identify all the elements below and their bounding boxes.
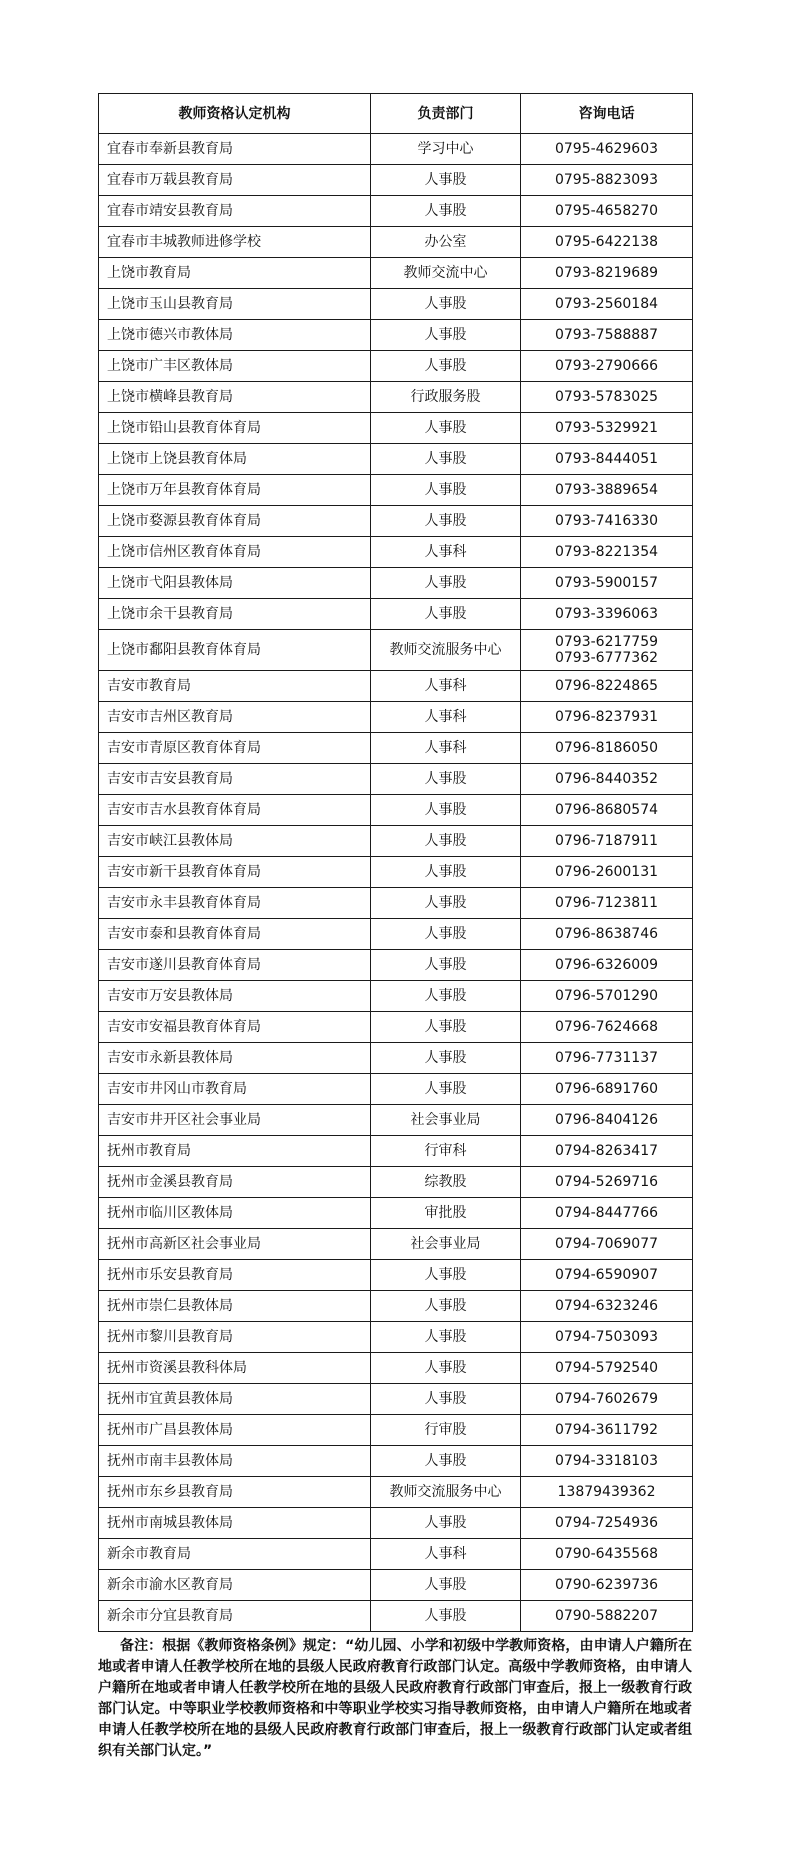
cell-org: 抚州市东乡县教育局: [99, 1477, 371, 1508]
cell-dept: 行审科: [371, 1136, 521, 1167]
cell-org: 抚州市南丰县教体局: [99, 1446, 371, 1477]
cell-org: 吉安市吉安县教育局: [99, 764, 371, 795]
table-row: [99, 289, 693, 320]
table-row: [99, 671, 693, 702]
phone-number: 0796-8237931: [554, 709, 659, 725]
cell-org: 宜春市靖安县教育局: [99, 196, 371, 227]
phone-number: 0796-7123811: [554, 895, 659, 911]
cell-org: 吉安市吉州区教育局: [99, 702, 371, 733]
cell-dept: 人事科: [371, 702, 521, 733]
phone-number: 0794-3318103: [554, 1453, 659, 1469]
cell-dept: 人事科: [371, 733, 521, 764]
cell-dept: 人事股: [371, 1601, 521, 1632]
cell-dept: 人事股: [371, 1291, 521, 1322]
table-body: [99, 134, 693, 1632]
table-row: [99, 1291, 693, 1322]
cell-dept: 人事股: [371, 919, 521, 950]
phone-number: 0796-8440352: [554, 771, 659, 787]
cell-org: 上饶市信州区教育体育局: [99, 537, 371, 568]
cell-dept: 人事股: [371, 568, 521, 599]
header-dept: 负责部门: [371, 94, 521, 134]
cell-org: 抚州市高新区社会事业局: [99, 1229, 371, 1260]
table-row: [99, 382, 693, 413]
cell-phone: [521, 1508, 693, 1539]
cell-dept: 人事股: [371, 444, 521, 475]
phone-number: 0796-7731137: [554, 1050, 659, 1066]
cell-org: 上饶市万年县教育体育局: [99, 475, 371, 506]
cell-phone: [521, 981, 693, 1012]
table-row: [99, 1012, 693, 1043]
phone-number: 0795-8823093: [554, 172, 659, 188]
table-row: [99, 630, 693, 671]
phone-number: 0793-3396063: [554, 606, 659, 622]
table-row: [99, 413, 693, 444]
table-row: [99, 919, 693, 950]
phone-number: 0796-5701290: [554, 988, 659, 1004]
cell-dept: 人事股: [371, 1012, 521, 1043]
cell-phone: [521, 671, 693, 702]
cell-phone: [521, 1384, 693, 1415]
table-row: [99, 1539, 693, 1570]
table-row: [99, 599, 693, 630]
phone-number: 0793-2560184: [554, 296, 659, 312]
table-row: [99, 733, 693, 764]
cell-phone: [521, 1601, 693, 1632]
cell-org: 上饶市余干县教育局: [99, 599, 371, 630]
document: [98, 93, 692, 1762]
phone-number: 0794-6323246: [554, 1298, 659, 1314]
cell-dept: 人事股: [371, 506, 521, 537]
cell-dept: 审批股: [371, 1198, 521, 1229]
cell-org: 上饶市鄱阳县教育体育局: [99, 630, 371, 671]
cell-phone: [521, 795, 693, 826]
phone-number: 0794-5792540: [554, 1360, 659, 1376]
cell-dept: 人事股: [371, 1074, 521, 1105]
cell-dept: 人事股: [371, 1570, 521, 1601]
cell-phone: [521, 826, 693, 857]
cell-dept: 教师交流中心: [371, 258, 521, 289]
cell-org: 上饶市教育局: [99, 258, 371, 289]
cell-phone: [521, 320, 693, 351]
phone-number: 0795-4629603: [554, 141, 659, 157]
phone-number: 0795-6422138: [554, 234, 659, 250]
cell-phone: [521, 196, 693, 227]
cell-phone: [521, 1105, 693, 1136]
cell-dept: 人事股: [371, 1043, 521, 1074]
cell-org: 吉安市教育局: [99, 671, 371, 702]
cell-phone: [521, 568, 693, 599]
cell-org: 上饶市弋阳县教体局: [99, 568, 371, 599]
table-row: [99, 1074, 693, 1105]
table-row: [99, 475, 693, 506]
phone-number: 0793-8221354: [554, 544, 659, 560]
phone-number: 0795-4658270: [554, 203, 659, 219]
table-row: [99, 1043, 693, 1074]
cell-org: 宜春市丰城教师进修学校: [99, 227, 371, 258]
table-header-row: [99, 94, 693, 134]
table-row: [99, 1198, 693, 1229]
cell-org: 抚州市教育局: [99, 1136, 371, 1167]
phone-number: 0794-3611792: [554, 1422, 659, 1438]
table-row: [99, 227, 693, 258]
cell-phone: [521, 764, 693, 795]
cell-org: 抚州市黎川县教育局: [99, 1322, 371, 1353]
cell-dept: 人事股: [371, 196, 521, 227]
cell-dept: 行政服务股: [371, 382, 521, 413]
cell-org: 吉安市安福县教育体育局: [99, 1012, 371, 1043]
cell-dept: 社会事业局: [371, 1105, 521, 1136]
cell-phone: [521, 134, 693, 165]
cell-org: 新余市教育局: [99, 1539, 371, 1570]
table-row: [99, 1260, 693, 1291]
cell-phone: [521, 165, 693, 196]
cell-dept: 人事股: [371, 1353, 521, 1384]
cell-dept: 教师交流服务中心: [371, 1477, 521, 1508]
phone-number: 0793-5900157: [554, 575, 659, 591]
cell-phone: [521, 1198, 693, 1229]
table-row: [99, 950, 693, 981]
phone-number: 0793-8444051: [554, 451, 659, 467]
phone-number: 0793-5329921: [554, 420, 659, 436]
cell-dept: 人事股: [371, 764, 521, 795]
cell-phone: [521, 1229, 693, 1260]
table-row: [99, 1136, 693, 1167]
cell-org: 抚州市临川区教体局: [99, 1198, 371, 1229]
cell-phone: [521, 1539, 693, 1570]
cell-org: 上饶市玉山县教育局: [99, 289, 371, 320]
cell-phone: [521, 888, 693, 919]
phone-number: 0796-6326009: [554, 957, 659, 973]
cell-phone: [521, 1012, 693, 1043]
cell-dept: 人事股: [371, 1322, 521, 1353]
header-phone: 咨询电话: [521, 94, 693, 134]
cell-org: 上饶市婺源县教育体育局: [99, 506, 371, 537]
cell-phone: [521, 702, 693, 733]
table-row: [99, 1167, 693, 1198]
table-row: [99, 196, 693, 227]
table-row: [99, 506, 693, 537]
table-row: [99, 1229, 693, 1260]
cell-org: 抚州市宜黄县教体局: [99, 1384, 371, 1415]
table-row: [99, 444, 693, 475]
cell-org: 吉安市永丰县教育体育局: [99, 888, 371, 919]
cell-org: 吉安市井开区社会事业局: [99, 1105, 371, 1136]
footnote: 备注：根据《教师资格条例》规定：“幼儿园、小学和初级中学教师资格，由申请人户籍所在地或者申请人任教学校所在地的县级人民政府教育行政部门认定。高级中学教师资格，由申请人户籍所在地或者申请人任教学校所在地的县级人民政府教育行政部门审查后，报上一级教育行政部门认定。中等职业学校教师资格和中等职业学校实习指导教师资格，由申请人户籍所在地或者申请人任教学校所在地的县级人民政府教育行政部门审查后，报上一级教育行政部门认定或者组织有关部门认定。”: [98, 1638, 692, 1759]
cell-dept: 人事股: [371, 981, 521, 1012]
phone-number: 0793-7588887: [554, 327, 659, 343]
cell-phone: [521, 413, 693, 444]
phone-number: 0790-6435568: [554, 1546, 659, 1562]
table-row: [99, 1384, 693, 1415]
cell-dept: 人事股: [371, 857, 521, 888]
cell-org: 新余市分宜县教育局: [99, 1601, 371, 1632]
cell-dept: 学习中心: [371, 134, 521, 165]
phone-number: 13879439362: [557, 1484, 656, 1500]
phone-number: 0793-5783025: [554, 389, 659, 405]
phone-number: 0796-8638746: [554, 926, 659, 942]
cell-phone: [521, 258, 693, 289]
cell-dept: 人事股: [371, 826, 521, 857]
phone-number: 0793-3889654: [554, 482, 659, 498]
cell-phone: [521, 630, 693, 671]
phone-number: 0794-7254936: [554, 1515, 659, 1531]
cell-phone: [521, 1260, 693, 1291]
cell-phone: [521, 950, 693, 981]
cell-phone: [521, 919, 693, 950]
contact-table: [98, 93, 693, 1632]
cell-phone: [521, 1415, 693, 1446]
phone-number: 0790-6239736: [554, 1577, 659, 1593]
table-row: [99, 795, 693, 826]
cell-phone: [521, 351, 693, 382]
table-row: [99, 258, 693, 289]
cell-dept: 人事股: [371, 888, 521, 919]
phone-number: 0793-6777362: [554, 650, 659, 666]
cell-org: 新余市渝水区教育局: [99, 1570, 371, 1601]
cell-org: 宜春市奉新县教育局: [99, 134, 371, 165]
cell-org: 抚州市南城县教体局: [99, 1508, 371, 1539]
cell-phone: [521, 382, 693, 413]
phone-number: 0793-8219689: [554, 265, 659, 281]
cell-phone: [521, 599, 693, 630]
table-row: [99, 1477, 693, 1508]
cell-org: 吉安市万安县教体局: [99, 981, 371, 1012]
cell-org: 上饶市德兴市教体局: [99, 320, 371, 351]
cell-phone: [521, 1477, 693, 1508]
cell-dept: 人事股: [371, 289, 521, 320]
cell-dept: 人事股: [371, 351, 521, 382]
cell-org: 上饶市铅山县教育体育局: [99, 413, 371, 444]
table-row: [99, 1322, 693, 1353]
phone-number: 0796-8224865: [554, 678, 659, 694]
phone-number: 0796-8404126: [554, 1112, 659, 1128]
cell-org: 上饶市广丰区教体局: [99, 351, 371, 382]
table-row: [99, 537, 693, 568]
cell-dept: 人事股: [371, 1446, 521, 1477]
cell-dept: 人事科: [371, 1539, 521, 1570]
phone-number: 0796-7624668: [554, 1019, 659, 1035]
phone-number: 0793-2790666: [554, 358, 659, 374]
cell-dept: 人事科: [371, 671, 521, 702]
cell-dept: 人事股: [371, 165, 521, 196]
cell-dept: 人事股: [371, 475, 521, 506]
cell-dept: 行审股: [371, 1415, 521, 1446]
phone-number: 0796-8186050: [554, 740, 659, 756]
cell-org: 吉安市永新县教体局: [99, 1043, 371, 1074]
phone-number: 0793-6217759: [554, 634, 659, 650]
cell-org: 抚州市资溪县教科体局: [99, 1353, 371, 1384]
phone-number: 0794-6590907: [554, 1267, 659, 1283]
cell-phone: [521, 1322, 693, 1353]
cell-org: 抚州市广昌县教体局: [99, 1415, 371, 1446]
table-row: [99, 1508, 693, 1539]
cell-dept: 人事股: [371, 320, 521, 351]
cell-org: 抚州市崇仁县教体局: [99, 1291, 371, 1322]
cell-phone: [521, 444, 693, 475]
cell-dept: 人事股: [371, 1508, 521, 1539]
cell-phone: [521, 1136, 693, 1167]
cell-phone: [521, 289, 693, 320]
cell-dept: 人事科: [371, 537, 521, 568]
cell-org: 上饶市横峰县教育局: [99, 382, 371, 413]
table-row: [99, 1105, 693, 1136]
cell-phone: [521, 733, 693, 764]
cell-org: 吉安市新干县教育体育局: [99, 857, 371, 888]
phone-number: 0794-7503093: [554, 1329, 659, 1345]
table-row: [99, 1601, 693, 1632]
table-row: [99, 826, 693, 857]
table-row: [99, 568, 693, 599]
phone-number: 0796-8680574: [554, 802, 659, 818]
cell-org: 上饶市上饶县教育体局: [99, 444, 371, 475]
cell-phone: [521, 1043, 693, 1074]
table-row: [99, 981, 693, 1012]
cell-org: 吉安市峡江县教体局: [99, 826, 371, 857]
cell-org: 吉安市遂川县教育体育局: [99, 950, 371, 981]
cell-dept: 教师交流服务中心: [371, 630, 521, 671]
header-org: 教师资格认定机构: [99, 94, 371, 134]
phone-number: 0790-5882207: [554, 1608, 659, 1624]
cell-phone: [521, 227, 693, 258]
table-row: [99, 351, 693, 382]
cell-dept: 办公室: [371, 227, 521, 258]
cell-phone: [521, 1446, 693, 1477]
cell-org: 宜春市万载县教育局: [99, 165, 371, 196]
cell-dept: 人事股: [371, 1384, 521, 1415]
cell-org: 吉安市青原区教育体育局: [99, 733, 371, 764]
table-row: [99, 702, 693, 733]
cell-dept: 人事股: [371, 1260, 521, 1291]
phone-number: 0796-2600131: [554, 864, 659, 880]
cell-org: 吉安市泰和县教育体育局: [99, 919, 371, 950]
table-row: [99, 1353, 693, 1384]
cell-dept: 社会事业局: [371, 1229, 521, 1260]
table-row: [99, 888, 693, 919]
phone-number: 0794-5269716: [554, 1174, 659, 1190]
cell-dept: 人事股: [371, 950, 521, 981]
cell-org: 抚州市乐安县教育局: [99, 1260, 371, 1291]
phone-number: 0794-8447766: [554, 1205, 659, 1221]
table-row: [99, 320, 693, 351]
table-row: [99, 1570, 693, 1601]
cell-org: 吉安市井冈山市教育局: [99, 1074, 371, 1105]
table-row: [99, 1446, 693, 1477]
cell-dept: 综教股: [371, 1167, 521, 1198]
cell-phone: [521, 857, 693, 888]
cell-org: 抚州市金溪县教育局: [99, 1167, 371, 1198]
cell-phone: [521, 1353, 693, 1384]
phone-number: 0794-7069077: [554, 1236, 659, 1252]
cell-phone: [521, 537, 693, 568]
phone-number: 0796-7187911: [554, 833, 659, 849]
cell-phone: [521, 1167, 693, 1198]
cell-phone: [521, 1570, 693, 1601]
phone-number: 0796-6891760: [554, 1081, 659, 1097]
table-row: [99, 165, 693, 196]
cell-org: 吉安市吉水县教育体育局: [99, 795, 371, 826]
cell-phone: [521, 1074, 693, 1105]
table-row: [99, 134, 693, 165]
cell-dept: 人事股: [371, 599, 521, 630]
phone-number: 0793-7416330: [554, 513, 659, 529]
phone-number: 0794-8263417: [554, 1143, 659, 1159]
cell-phone: [521, 475, 693, 506]
cell-dept: 人事股: [371, 413, 521, 444]
cell-dept: 人事股: [371, 795, 521, 826]
cell-phone: [521, 1291, 693, 1322]
phone-number: 0794-7602679: [554, 1391, 659, 1407]
cell-phone: [521, 506, 693, 537]
table-row: [99, 764, 693, 795]
table-row: [99, 857, 693, 888]
table-row: [99, 1415, 693, 1446]
